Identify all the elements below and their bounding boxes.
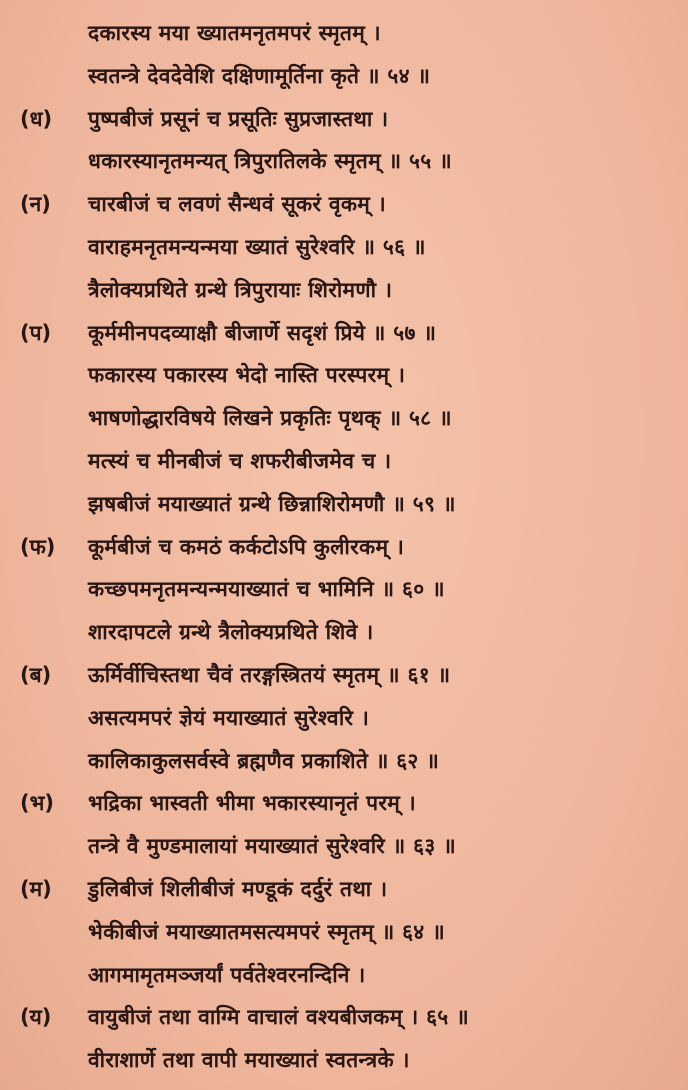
verse-text: भद्रिका भास्वती भीमा भकारस्यानृतं परम् ।: [88, 791, 416, 816]
verse-line: [0, 269, 688, 312]
verse-line: [0, 697, 688, 740]
verse-text: असत्यमपरं ज्ञेयं मयाख्यातं सुरेश्वरि ।: [88, 705, 370, 730]
verse-text: भेकीबीजं मयाख्यातमसत्यमपरं स्मृतम् ॥ ६४ ॥: [88, 919, 445, 944]
verse-text: फकारस्य पकारस्य भेदो नास्ति परस्परम् ।: [88, 363, 406, 388]
verse-text: डुलिबीजं शिलीबीजं मण्डूकं दर्दुरं तथा ।: [88, 876, 388, 901]
section-letter-label: (म): [20, 876, 52, 901]
verse-text: झषबीजं मयाख्यातं ग्रन्थे छिन्नाशिरोमणौ ॥ ५९ ॥: [88, 491, 456, 516]
verse-text: वाराहमनृतमन्यन्मया ख्यातं सुरेश्वरि ॥ ५६ ॥: [88, 234, 426, 259]
verse-text: त्रैलोक्यप्रथिते ग्रन्थे त्रिपुरायाः शिरोमणौ ।: [88, 277, 393, 302]
verse-line: [0, 312, 688, 355]
verse-text: मत्स्यं च मीनबीजं च शफरीबीजमेव च ।: [88, 448, 392, 473]
verse-line: [0, 954, 688, 997]
verse-text: ऊर्मिर्वीचिस्तथा चैवं तरङ्गस्त्रितयं स्मृतम् ॥ ६१ ॥: [88, 662, 451, 687]
verse-text: भाषणोद्धारविषये लिखने प्रकृतिः पृथक् ॥ ५८ ॥: [88, 406, 452, 431]
verse-text: कच्छपमनृतमन्यन्मयाख्यातं च भामिनि ॥ ६० ॥: [88, 577, 445, 602]
verse-text: वीराशार्णे तथा वापी मयाख्यातं स्वतन्त्रके ।: [88, 1048, 410, 1073]
verse-line: [0, 440, 688, 483]
verse-line: [0, 183, 688, 226]
verse-line: [0, 397, 688, 440]
verse-text: तन्त्रे वै मुण्डमालायां मयाख्यातं सुरेश्वरि ॥ ६३ ॥: [88, 834, 457, 859]
verse-line: [0, 98, 688, 141]
verse-text: शारदापटले ग्रन्थे त्रैलोक्यप्रथिते शिवे ।: [88, 620, 374, 645]
verse-line: [0, 226, 688, 269]
verse-text: दकारस्य मया ख्यातमनृतमपरं स्मृतम् ।: [88, 21, 381, 45]
verse-text: पुष्पबीजं प्रसूनं च प्रसूतिः सुप्रजास्तथा ।: [88, 106, 389, 131]
verse-text: चारबीजं च लवणं सैन्धवं सूकरं वृकम् ।: [88, 192, 387, 217]
section-letter-label: (प): [20, 320, 52, 345]
section-letter-label: (य): [20, 1005, 52, 1030]
verse-line: [0, 825, 688, 868]
verse-text: वायुबीजं तथा वाग्मि वाचालं वश्यबीजकम् । ६५ ॥: [88, 1005, 470, 1030]
verse-line: [0, 868, 688, 911]
verse-text: कूर्ममीनपदव्याक्षौ बीजार्णे सदृशं प्रिये ॥ ५७ ॥: [88, 320, 437, 345]
verse-line: [0, 740, 688, 783]
section-letter-label: (ब): [20, 662, 52, 687]
scanned-text-page: [0, 12, 688, 1082]
verse-line: [0, 526, 688, 569]
verse-text: कालिकाकुलसर्वस्वे ब्रह्मणैव प्रकाशिते ॥ ६२ ॥: [88, 748, 440, 773]
section-letter-label: (भ): [20, 791, 54, 816]
verse-line: [0, 1039, 688, 1082]
verse-line: [0, 654, 688, 697]
verse-text: स्वतन्त्रे देवदेवेशि दक्षिणामूर्तिना कृते ॥ ५४ ॥: [88, 63, 431, 88]
verse-line: [0, 12, 688, 55]
section-letter-label: (ध): [20, 106, 53, 131]
verse-line: [0, 140, 688, 183]
verse-text: धकारस्यानृतमन्यत् त्रिपुरातिलके स्मृतम् ॥ ५५ ॥: [88, 149, 452, 174]
verse-line: [0, 354, 688, 397]
verse-line: [0, 996, 688, 1039]
verse-line: [0, 55, 688, 98]
verse-text: आगमामृतमञ्जर्यां पर्वतेश्वरनन्दिनि ।: [88, 962, 366, 987]
verse-line: [0, 782, 688, 825]
verse-line: [0, 611, 688, 654]
section-letter-label: (फ): [20, 534, 56, 559]
verse-line: [0, 911, 688, 954]
section-letter-label: (न): [20, 192, 51, 217]
verse-line: [0, 483, 688, 526]
verse-line: [0, 568, 688, 611]
verse-text: कूर्मबीजं च कमठं कर्कटोऽपि कुलीरकम् ।: [88, 534, 405, 559]
